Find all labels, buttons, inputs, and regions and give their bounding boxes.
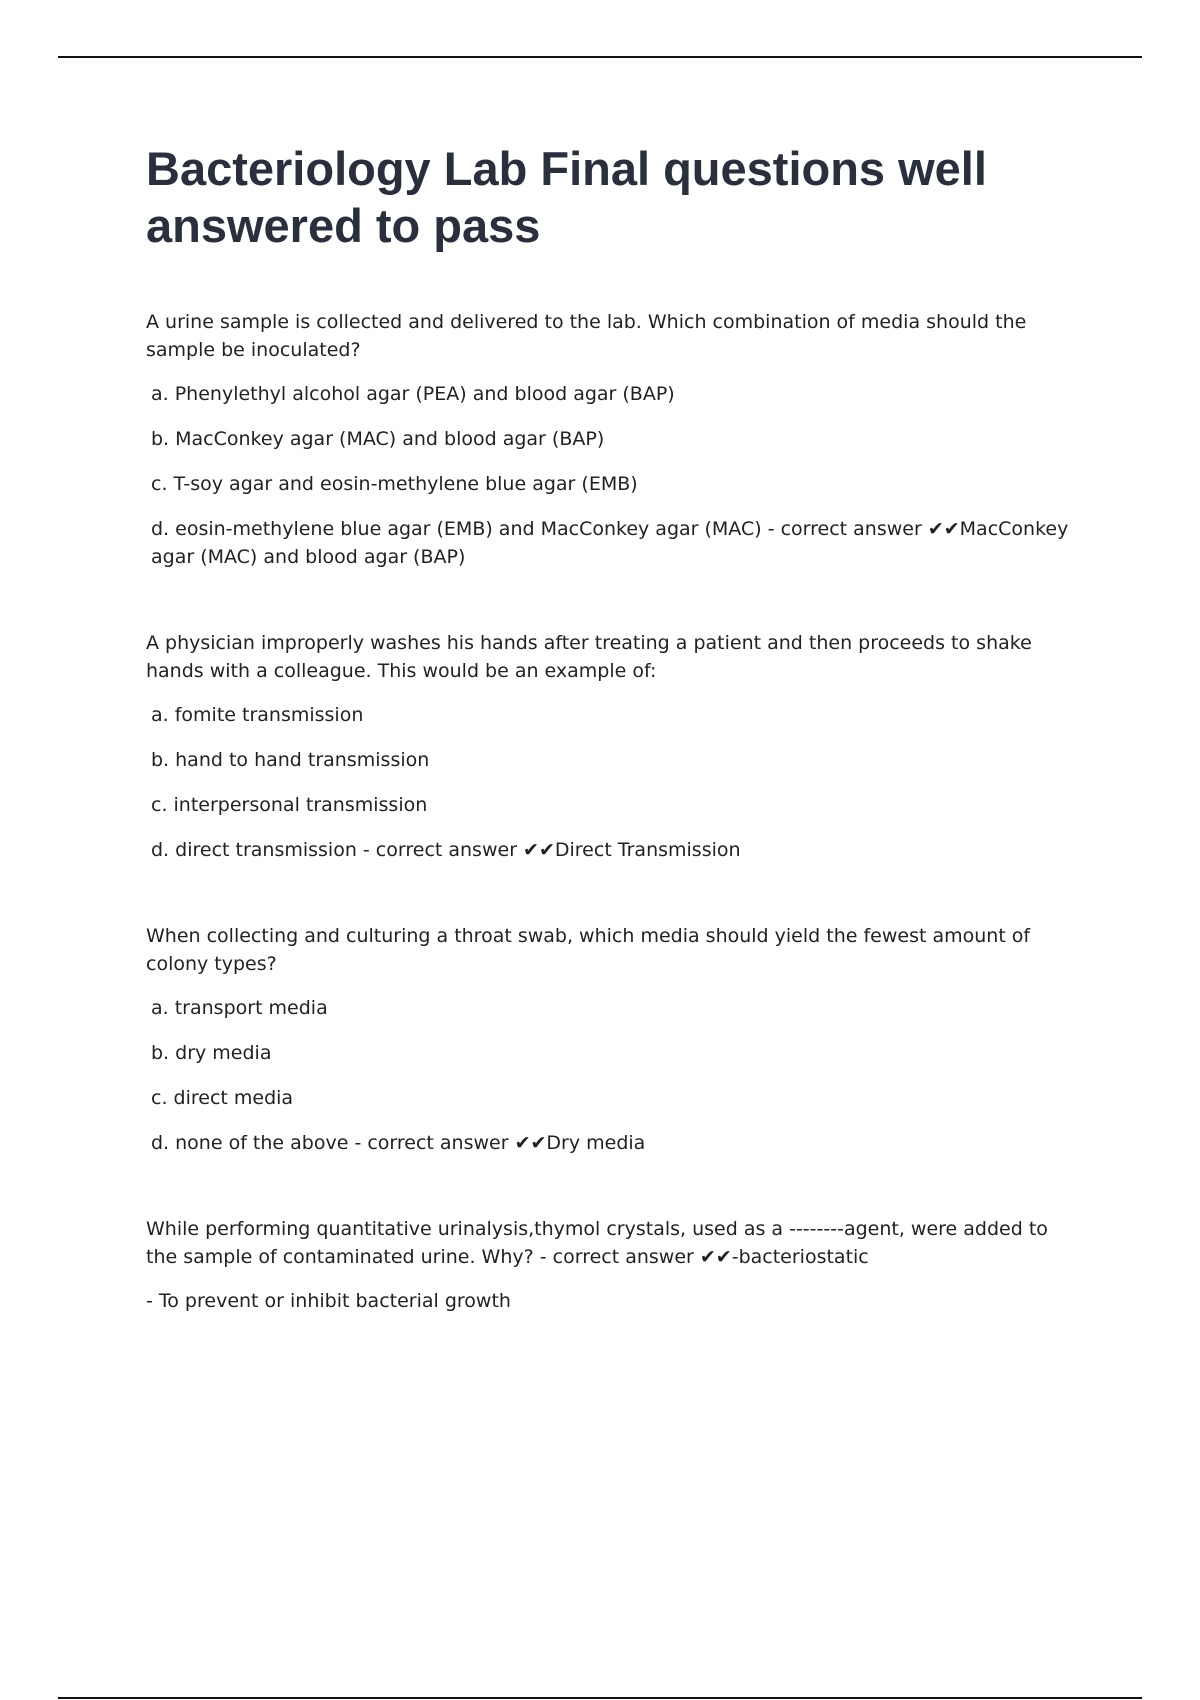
top-rule — [58, 56, 1142, 58]
question-text: While performing quantitative urinalysis,thymol crystals, used as a --------agent, were added to the sample of contaminated urine. Why? - correct answer ✔✔-bacteriostatic — [146, 1218, 1048, 1268]
answer-option: b. dry media — [151, 1042, 272, 1064]
answer-option: b. MacConkey agar (MAC) and blood agar (BAP) — [151, 428, 605, 450]
answer-option: b. hand to hand transmission — [151, 749, 430, 771]
question-text: A urine sample is collected and delivered to the lab. Which combination of media should the sample be inoculated? — [146, 311, 1027, 361]
question-2 — [146, 629, 1084, 864]
answer-option-correct: d. direct transmission - correct answer ✔✔Direct Transmission — [151, 839, 741, 861]
answer-option: c. T-soy agar and eosin-methylene blue agar (EMB) — [151, 473, 638, 495]
answer-explanation: - To prevent or inhibit bacterial growth — [146, 1290, 511, 1312]
question-3 — [146, 922, 1084, 1157]
question-1 — [146, 308, 1084, 571]
document-body — [146, 140, 1084, 1373]
document-title: Bacteriology Lab Final questions well answered to pass — [146, 142, 987, 252]
bottom-rule — [58, 1697, 1142, 1699]
answer-option-correct: d. eosin-methylene blue agar (EMB) and MacConkey agar (MAC) - correct answer ✔✔MacConkey agar (MAC) and blood agar (BAP) — [151, 518, 1069, 568]
answer-option: a. fomite transmission — [151, 704, 364, 726]
answer-option-correct: d. none of the above - correct answer ✔✔Dry media — [151, 1132, 646, 1154]
question-text: When collecting and culturing a throat swab, which media should yield the fewest amount of colony types? — [146, 925, 1031, 975]
question-text: A physician improperly washes his hands after treating a patient and then proceeds to shake hands with a colleague. This would be an example of: — [146, 632, 1032, 682]
answer-option: a. transport media — [151, 997, 328, 1019]
answer-option: c. direct media — [151, 1087, 294, 1109]
question-4 — [146, 1215, 1084, 1315]
answer-option: c. interpersonal transmission — [151, 794, 428, 816]
answer-option: a. Phenylethyl alcohol agar (PEA) and blood agar (BAP) — [151, 383, 675, 405]
